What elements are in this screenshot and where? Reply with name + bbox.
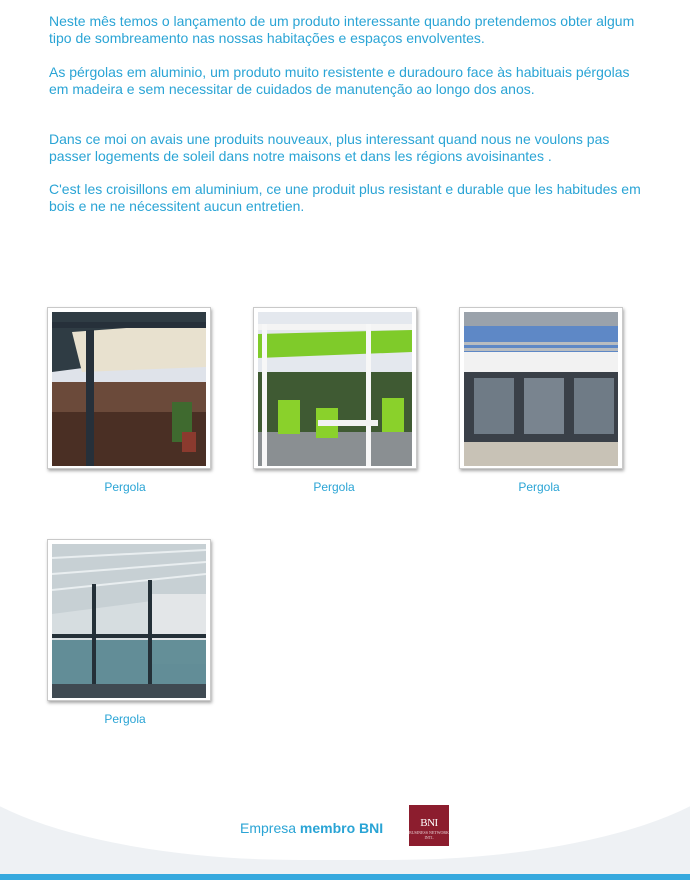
pergola-photo-1[interactable] — [47, 307, 211, 469]
gallery-caption-2[interactable]: Pergola — [313, 480, 355, 494]
pergola-image-4 — [52, 544, 206, 698]
pergola-photo-2[interactable] — [253, 307, 417, 469]
intro-paragraph-pt-2: As pérgolas em aluminio, um produto muito resistente e duradouro face às habituais pérgolas em madeira e sem necessitar de cuidados de manutenção ao longo dos anos. — [49, 64, 630, 97]
intro-paragraph-fr-2: C'est les croisillons em aluminium, ce une produit plus resistant e durable que les habitudes em bois e ne ne nécessitent aucun entretien. — [49, 181, 641, 214]
pergola-photo-3[interactable] — [459, 307, 623, 469]
bottom-accent-bar — [0, 874, 690, 880]
footer-bold: membro BNI — [299, 820, 384, 836]
pergola-image-1 — [52, 312, 206, 466]
gallery-caption-4[interactable]: Pergola — [104, 712, 146, 726]
gallery-caption-1[interactable]: Pergola — [104, 480, 146, 494]
bni-membership-text — [240, 820, 383, 836]
pergola-photo-4[interactable] — [47, 539, 211, 701]
bni-logo[interactable] — [409, 805, 449, 846]
bni-logo-text: BNI — [420, 817, 438, 829]
pergola-image-2 — [258, 312, 412, 466]
pergola-image-3 — [464, 312, 618, 466]
bni-logo-subtext: BUSINESS NETWORK INTL — [409, 830, 449, 840]
gallery-caption-3[interactable]: Pergola — [518, 480, 560, 494]
footer-prefix: Empresa — [240, 820, 297, 836]
intro-paragraph-pt-1: Neste mês temos o lançamento de um produto interessante quando pretendemos obter algum tipo de sombreamento nas nossas habitações e espaços envolventes. — [49, 13, 635, 46]
intro-paragraph-fr-1: Dans ce moi on avais une produits nouveaux, plus interessant quand nous ne voulons pas passer logements de soleil dans notre maisons et dans les régions avoisinantes . — [49, 131, 610, 164]
